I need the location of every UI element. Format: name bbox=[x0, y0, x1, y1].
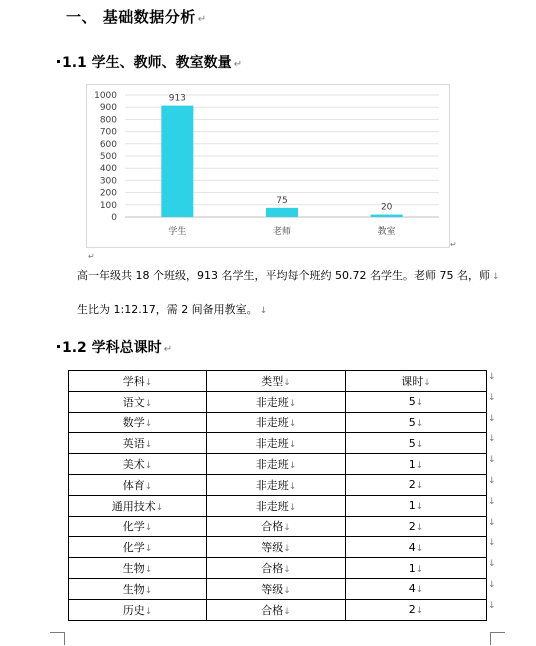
chart-canvas bbox=[87, 85, 449, 247]
table-cell[interactable] bbox=[346, 412, 487, 433]
y-tick-label: 500 bbox=[99, 152, 117, 162]
cell-end-mark: ↓ bbox=[415, 398, 424, 409]
cell-text: 生物 bbox=[122, 582, 145, 596]
cell-end-mark: ↓ bbox=[415, 522, 424, 533]
paragraph-mark: ↵ bbox=[233, 59, 243, 70]
x-tick-label: 教室 bbox=[377, 227, 396, 237]
table-cell[interactable] bbox=[346, 391, 487, 412]
cell-end-mark: ↓ bbox=[415, 481, 424, 492]
table-cell[interactable] bbox=[69, 578, 207, 599]
row-end-mark: ↓ bbox=[488, 559, 496, 570]
table-cell[interactable] bbox=[346, 558, 487, 579]
cell-text: 等级 bbox=[261, 582, 284, 596]
table-row bbox=[69, 412, 487, 433]
cell-end-mark: ↓ bbox=[144, 585, 153, 596]
cell-end-mark: ↓ bbox=[415, 502, 424, 513]
cell-text: 1 bbox=[408, 499, 416, 513]
table-cell[interactable] bbox=[69, 412, 207, 433]
table-row bbox=[69, 495, 487, 516]
y-tick-label: 600 bbox=[99, 139, 117, 150]
table-cell[interactable] bbox=[69, 516, 207, 537]
table-cell[interactable] bbox=[207, 412, 346, 433]
cell-end-mark: ↓ bbox=[288, 398, 297, 409]
table-header-cell[interactable] bbox=[207, 371, 346, 392]
table-cell[interactable] bbox=[207, 391, 346, 412]
section-heading-2 bbox=[62, 337, 172, 357]
cell-text: 合格 bbox=[261, 520, 284, 534]
summary-paragraph-line-1 bbox=[77, 267, 500, 283]
table-cell[interactable] bbox=[346, 495, 487, 516]
row-end-mark: ↓ bbox=[488, 413, 496, 424]
cell-text: 体育 bbox=[122, 478, 145, 492]
row-end-mark: ↓ bbox=[488, 455, 496, 466]
cell-text: 生物 bbox=[122, 562, 145, 576]
cell-end-mark: ↓ bbox=[283, 565, 291, 576]
cell-text: 4 bbox=[408, 582, 416, 596]
cell-text: 2 bbox=[408, 519, 416, 533]
cell-text: 非走班 bbox=[255, 458, 289, 472]
table-cell[interactable] bbox=[207, 433, 346, 454]
cell-text: 合格 bbox=[261, 603, 284, 617]
cell-end-mark: ↓ bbox=[144, 377, 153, 388]
cell-text: 2 bbox=[408, 478, 416, 492]
table-cell[interactable] bbox=[69, 599, 207, 620]
cell-end-mark: ↓ bbox=[283, 377, 291, 388]
cell-end-mark: ↓ bbox=[415, 564, 424, 575]
cell-text: 数学 bbox=[122, 416, 145, 430]
crop-mark-right bbox=[490, 632, 505, 645]
bar bbox=[371, 215, 403, 217]
cell-text: 等级 bbox=[261, 541, 284, 555]
cell-end-mark: ↓ bbox=[283, 523, 291, 534]
cell-end-mark: ↓ bbox=[415, 460, 424, 471]
cell-text: 5 bbox=[408, 415, 416, 429]
cell-end-mark: ↓ bbox=[415, 439, 424, 450]
table-cell[interactable] bbox=[346, 474, 487, 495]
cell-end-mark: ↓ bbox=[415, 585, 424, 596]
cell-text: 非走班 bbox=[255, 395, 289, 409]
cell-end-mark: ↓ bbox=[144, 440, 153, 451]
cell-text: 非走班 bbox=[255, 499, 289, 513]
empty-paragraph-mark: ↵ bbox=[88, 252, 95, 261]
table-header-cell[interactable] bbox=[69, 371, 207, 392]
cell-text: 非走班 bbox=[255, 416, 289, 430]
cell-end-mark: ↓ bbox=[144, 523, 153, 534]
data-label: 75 bbox=[276, 195, 288, 206]
cell-text: 非走班 bbox=[255, 478, 289, 492]
cell-end-mark: ↓ bbox=[144, 481, 153, 492]
table-cell[interactable] bbox=[69, 474, 207, 495]
section-heading-1 bbox=[62, 52, 242, 72]
cell-end-mark: ↓ bbox=[415, 543, 424, 554]
y-tick-label: 0 bbox=[111, 213, 117, 223]
table-cell[interactable] bbox=[207, 474, 346, 495]
crop-mark-left bbox=[50, 632, 65, 645]
y-tick-label: 1000 bbox=[94, 91, 117, 101]
cell-end-mark: ↓ bbox=[288, 481, 297, 492]
table-row bbox=[69, 516, 487, 537]
row-end-mark: ↓ bbox=[488, 392, 496, 403]
cell-text: 化学 bbox=[122, 541, 145, 555]
table-cell[interactable] bbox=[346, 454, 487, 475]
table-cell[interactable] bbox=[346, 433, 487, 454]
course-hours-table bbox=[68, 370, 487, 621]
table-cell[interactable] bbox=[346, 599, 487, 620]
y-tick-label: 200 bbox=[99, 188, 117, 199]
table-cell[interactable] bbox=[207, 516, 346, 537]
line-break-mark: ↓ bbox=[491, 272, 500, 282]
cell-text: 历史 bbox=[122, 603, 145, 617]
cell-end-mark: ↓ bbox=[288, 461, 297, 472]
data-label: 20 bbox=[380, 202, 393, 213]
y-tick-label: 100 bbox=[99, 200, 117, 211]
row-end-mark: ↓ bbox=[488, 372, 496, 382]
table-row bbox=[69, 391, 487, 412]
cell-text: 类型 bbox=[261, 374, 284, 388]
table-cell[interactable] bbox=[69, 537, 207, 558]
cell-text: 语文 bbox=[122, 395, 145, 409]
table-cell[interactable] bbox=[69, 433, 207, 454]
table-row bbox=[69, 599, 487, 620]
paragraph-text: 生比为 1:12.17，需 2 间备用教室。 bbox=[77, 303, 258, 316]
cell-end-mark: ↓ bbox=[144, 398, 153, 409]
bar bbox=[161, 106, 193, 217]
cell-end-mark: ↓ bbox=[283, 544, 291, 555]
row-end-mark: ↓ bbox=[488, 496, 496, 507]
table-cell[interactable] bbox=[69, 558, 207, 579]
cell-end-mark: ↓ bbox=[283, 606, 291, 617]
cell-text: 英语 bbox=[122, 437, 145, 451]
table-cell[interactable] bbox=[207, 599, 346, 620]
page-heading bbox=[66, 6, 207, 27]
row-end-mark: ↓ bbox=[488, 580, 496, 590]
x-tick-label: 老师 bbox=[272, 227, 292, 237]
cell-text: 学科 bbox=[122, 374, 145, 388]
cell-end-mark: ↓ bbox=[144, 461, 153, 472]
table-cell[interactable] bbox=[69, 454, 207, 475]
table-row bbox=[69, 433, 487, 454]
row-end-mark: ↓ bbox=[488, 517, 496, 528]
table-row bbox=[69, 578, 487, 599]
cell-text: 课时 bbox=[401, 374, 424, 388]
table-cell[interactable] bbox=[207, 578, 346, 599]
y-tick-label: 900 bbox=[99, 103, 117, 114]
y-tick-label: 400 bbox=[99, 164, 117, 175]
cell-text: 化学 bbox=[122, 520, 145, 534]
y-tick-label: 800 bbox=[99, 115, 117, 126]
table-cell[interactable] bbox=[207, 495, 346, 516]
cell-text: 合格 bbox=[261, 562, 284, 576]
table-row bbox=[69, 454, 487, 475]
paragraph-mark: ↵ bbox=[197, 14, 207, 25]
cell-text: 1 bbox=[408, 561, 416, 575]
cell-end-mark: ↓ bbox=[144, 606, 153, 617]
cell-text: 4 bbox=[408, 540, 416, 554]
cell-end-mark: ↓ bbox=[283, 585, 291, 596]
cell-end-mark: ↓ bbox=[155, 502, 164, 513]
line-break-mark: ↓ bbox=[259, 306, 268, 316]
row-end-mark: ↓ bbox=[488, 538, 496, 549]
bullet-dot bbox=[57, 60, 60, 63]
bar-chart[interactable] bbox=[86, 84, 450, 248]
cell-text: 非走班 bbox=[255, 437, 289, 451]
cell-text: 美术 bbox=[122, 458, 145, 472]
cell-end-mark: ↓ bbox=[288, 502, 297, 513]
x-tick-label: 学生 bbox=[168, 227, 187, 237]
table-cell[interactable] bbox=[207, 537, 346, 558]
cell-end-mark: ↓ bbox=[288, 419, 297, 430]
cell-text: 2 bbox=[408, 603, 416, 617]
table-row bbox=[69, 537, 487, 558]
table-cell[interactable] bbox=[346, 516, 487, 537]
heading-text: 一、 基础数据分析 bbox=[66, 8, 196, 26]
paragraph-mark: ↵ bbox=[163, 344, 173, 355]
chart-anchor-mark: ↵ bbox=[450, 240, 457, 249]
y-tick-label: 300 bbox=[99, 176, 117, 187]
table-cell[interactable] bbox=[207, 454, 346, 475]
section-2-title: 1.2 学科总课时 bbox=[62, 340, 162, 356]
bullet-dot bbox=[57, 345, 60, 348]
table-header-row bbox=[69, 371, 487, 392]
y-tick-label: 700 bbox=[99, 127, 117, 138]
summary-paragraph-line-2 bbox=[77, 301, 267, 317]
table-cell[interactable] bbox=[207, 558, 346, 579]
cell-end-mark: ↓ bbox=[288, 440, 297, 451]
data-label: 913 bbox=[168, 93, 186, 104]
table-row bbox=[69, 558, 487, 579]
table-cell[interactable] bbox=[69, 495, 207, 516]
cell-end-mark: ↓ bbox=[144, 419, 153, 430]
row-end-mark: ↓ bbox=[488, 434, 496, 445]
row-end-mark: ↓ bbox=[488, 600, 496, 611]
section-1-title: 1.1 学生、教师、教室数量 bbox=[62, 55, 232, 71]
cell-end-mark: ↓ bbox=[144, 544, 153, 555]
paragraph-text: 高一年级共 18 个班级，913 名学生，平均每个班约 50.72 名学生。老师 75 名，师 bbox=[77, 269, 490, 282]
cell-end-mark: ↓ bbox=[144, 565, 153, 576]
table-row bbox=[69, 474, 487, 495]
table-cell[interactable] bbox=[346, 578, 487, 599]
cell-end-mark: ↓ bbox=[415, 418, 424, 429]
table-cell[interactable] bbox=[346, 537, 487, 558]
cell-text: 1 bbox=[408, 457, 416, 471]
row-end-mark: ↓ bbox=[488, 476, 496, 486]
cell-text: 5 bbox=[408, 395, 416, 409]
cell-text: 5 bbox=[408, 436, 416, 450]
table-cell[interactable] bbox=[69, 391, 207, 412]
bar bbox=[266, 208, 298, 217]
cell-text: 通用技术 bbox=[111, 499, 156, 513]
cell-end-mark: ↓ bbox=[415, 606, 424, 617]
table-header-cell[interactable] bbox=[346, 371, 487, 392]
cell-end-mark: ↓ bbox=[423, 377, 431, 388]
